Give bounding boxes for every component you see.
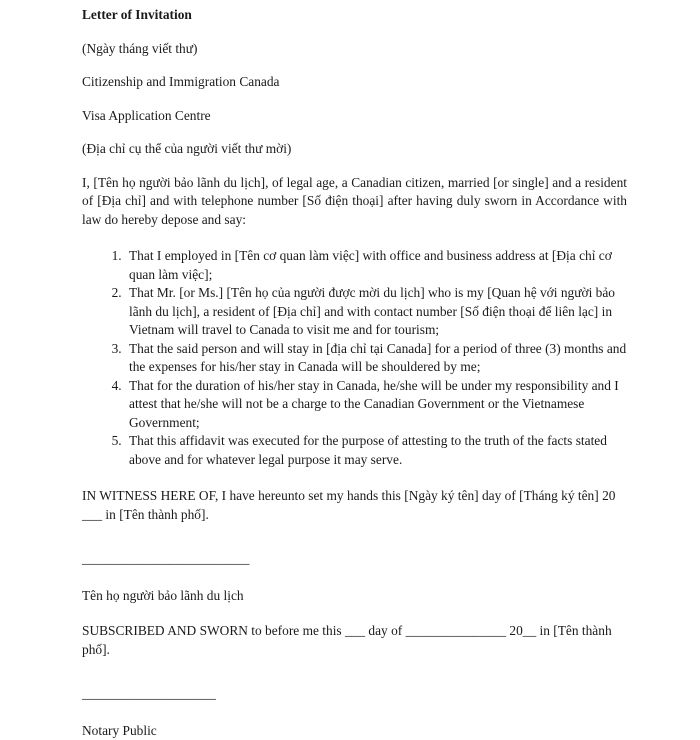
intro-paragraph: I, [Tên họ người bảo lãnh du lịch], of legal age, a Canadian citizen, married [or single] and a resident of [Địa chỉ] and with telephone number [Số điện thoại] after having duly sworn in Accordance with law do hereby depose and say: bbox=[82, 174, 627, 230]
clause-list bbox=[82, 247, 627, 469]
clause-item: 4. That for the duration of his/her stay in Canada, he/she will be under my responsibility and I attest that he/she will not be a charge to the Canadian Government or the Vietnamese Government; bbox=[125, 377, 627, 433]
notary-signature-line: ____________________ bbox=[82, 685, 627, 704]
letter-title: Letter of Invitation bbox=[82, 6, 627, 25]
clause-item: 3. That the said person and will stay in [địa chỉ tại Canada] for a period of three (3) months and the expenses for his/her stay in Canada will be shouldered by me; bbox=[125, 340, 627, 377]
recipient-line-2: Visa Application Centre bbox=[82, 107, 627, 126]
clause-item: 5. That this affidavit was executed for the purpose of attesting to the truth of the facts stated above and for whatever legal purpose it may serve. bbox=[125, 432, 627, 469]
clause-item: 1. That I employed in [Tên cơ quan làm việc] with office and business address at [Địa chỉ cơ quan làm việc]; bbox=[125, 247, 627, 284]
clause-item: 2. That Mr. [or Ms.] [Tên họ của người được mời du lịch] who is my [Quan hệ với người bảo lãnh du lịch], a resident of [Địa chỉ] and with contact number [Số điện thoại để liên lạc] in Vietnam will travel to Canada to visit me and for tourism; bbox=[125, 284, 627, 340]
witness-paragraph: IN WITNESS HERE OF, I have hereunto set my hands this [Ngày ký tên] day of [Tháng ký tên] 20 ___ in [Tên thành phố]. bbox=[82, 487, 627, 524]
recipient-line-1: Citizenship and Immigration Canada bbox=[82, 73, 627, 92]
notary-label: Notary Public bbox=[82, 722, 627, 740]
address-placeholder: (Địa chỉ cụ thể của người viết thư mời) bbox=[82, 140, 627, 159]
document-page bbox=[82, 6, 627, 740]
sworn-paragraph: SUBSCRIBED AND SWORN to before me this ___ day of _______________ 20__ in [Tên thành phố]. bbox=[82, 622, 627, 659]
date-placeholder: (Ngày tháng viết thư) bbox=[82, 40, 627, 59]
signer-name: Tên họ người bảo lãnh du lịch bbox=[82, 587, 627, 606]
signature-line: _________________________ bbox=[82, 550, 627, 569]
